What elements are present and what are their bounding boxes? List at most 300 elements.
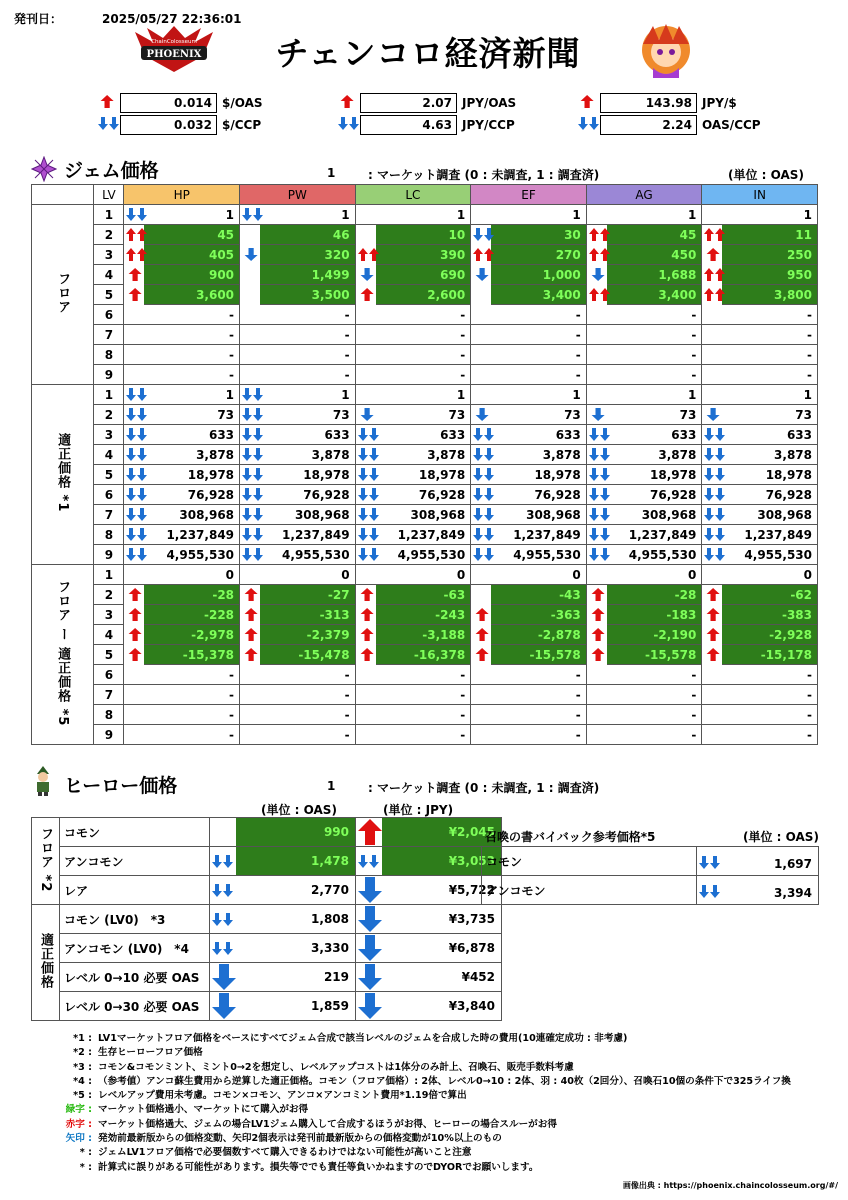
hero-section-title: ヒーロー価格: [64, 775, 178, 797]
gem-price-cell: 1: [124, 205, 240, 225]
gem-price-cell: 76,928: [702, 485, 818, 505]
gem-price-cell: 1: [124, 385, 240, 405]
table-row: [32, 605, 818, 625]
svg-text:ChainColosseum: ChainColosseum: [151, 39, 197, 45]
arrow-up-icon: [242, 647, 264, 662]
table-row: [32, 963, 502, 992]
double-arrow-down-icon: [98, 116, 122, 134]
gem-price-cell: -: [240, 665, 356, 685]
table-row: [32, 265, 818, 285]
double-arrow-up-icon: [704, 287, 726, 302]
gem-price-cell: 1: [702, 205, 818, 225]
table-row: [32, 485, 818, 505]
double-arrow-down-icon: [212, 854, 234, 872]
double-arrow-down-icon: [473, 507, 495, 522]
gem-price-cell: -: [240, 705, 356, 725]
gem-price-cell: -15,478: [240, 645, 356, 665]
gem-price-cell: 633: [471, 425, 587, 445]
double-arrow-down-icon: [589, 447, 611, 462]
gem-price-cell: -28: [124, 585, 240, 605]
level-cell: 7: [94, 325, 124, 345]
arrow-up-icon: [242, 607, 264, 622]
gem-price-cell: -: [471, 325, 587, 345]
footnote: *2 : 生存ヒーローフロア価格: [73, 1047, 203, 1059]
gem-price-cell: -16,378: [355, 645, 471, 665]
arrow-down-icon: [704, 407, 726, 422]
footnote: *3 : コモン&コモンミント、ミント0→2を想定し、レベルアップコストは1体分のみ計上、召喚石、販売手数料考慮: [73, 1061, 574, 1073]
gem-price-cell: -243: [355, 605, 471, 625]
level-cell: 9: [94, 725, 124, 745]
gem-price-cell: 30: [471, 225, 587, 245]
table-row: [32, 818, 502, 847]
level-cell: 4: [94, 445, 124, 465]
gem-price-cell: 1: [355, 385, 471, 405]
arrow-up-icon: [358, 627, 380, 642]
hero-name: レベル 0→10 必要 OAS: [60, 963, 210, 992]
table-row: [32, 305, 818, 325]
gem-price-cell: 76,928: [240, 485, 356, 505]
level-cell: 2: [94, 405, 124, 425]
gem-price-cell: -: [586, 305, 702, 325]
gem-price-cell: 73: [586, 405, 702, 425]
gem-price-cell: -: [471, 305, 587, 325]
gem-price-cell: 3,878: [240, 445, 356, 465]
hero-oas-price: 1,478: [210, 847, 356, 876]
gem-section-title: ジェム価格: [64, 160, 159, 182]
arrow-down-icon: [358, 877, 382, 906]
gem-price-cell: -: [124, 345, 240, 365]
gem-price-cell: -: [240, 305, 356, 325]
footnote: * : 計算式に誤りがある可能性があります。損失等ででも責任等負いかねますのでDYORでお願いします。: [79, 1161, 539, 1173]
level-cell: 2: [94, 225, 124, 245]
gem-price-cell: 76,928: [355, 485, 471, 505]
group-label: フロア *2: [32, 818, 60, 905]
lv-header: LV: [94, 185, 124, 205]
gem-price-cell: -15,578: [586, 645, 702, 665]
gem-price-cell: -: [124, 305, 240, 325]
arrow-up-icon: [704, 587, 726, 602]
gem-price-cell: -: [586, 685, 702, 705]
gem-price-cell: 73: [702, 405, 818, 425]
gem-price-cell: 73: [471, 405, 587, 425]
gem-price-cell: 1: [471, 205, 587, 225]
hero-jpy-price: ¥3,840: [356, 992, 502, 1021]
footnote: 緑字 : マーケット価格過小、マーケットにて購入がお得: [65, 1104, 309, 1116]
table-row: [32, 385, 818, 405]
buyback-price: 3,394: [697, 876, 819, 905]
double-arrow-down-icon: [242, 507, 264, 522]
double-arrow-down-icon: [358, 447, 380, 462]
double-arrow-down-icon: [699, 884, 721, 902]
gem-price-cell: -15,578: [471, 645, 587, 665]
gem-price-cell: -313: [240, 605, 356, 625]
gem-price-cell: -228: [124, 605, 240, 625]
gem-price-cell: -: [471, 705, 587, 725]
gem-price-cell: 308,968: [702, 505, 818, 525]
rate-unit: $/CCP: [222, 118, 262, 132]
gem-price-cell: -383: [702, 605, 818, 625]
arrow-up-icon: [473, 607, 495, 622]
gem-price-cell: 633: [355, 425, 471, 445]
arrow-up-icon: [578, 94, 602, 112]
double-arrow-down-icon: [473, 447, 495, 462]
arrow-up-icon: [126, 287, 148, 302]
double-arrow-down-icon: [358, 487, 380, 502]
gem-price-cell: 0: [586, 565, 702, 585]
table-row: [32, 934, 502, 963]
rate-value: 2.07: [360, 93, 457, 113]
footnote: * : ジェムLV1フロア価格で必要個数すべて購入できるわけではない可能性が高いこと注意: [79, 1147, 472, 1159]
table-row: [32, 325, 818, 345]
hero-figure-icon: [31, 766, 55, 796]
buyback-name: コモン: [482, 847, 697, 876]
double-arrow-down-icon: [704, 427, 726, 442]
arrow-down-icon: [473, 407, 495, 422]
group-label: フロア ー 適正価格 *5: [32, 565, 94, 745]
gem-price-cell: 73: [355, 405, 471, 425]
hero-oas-price: 2,770: [210, 876, 356, 905]
gem-price-cell: 0: [240, 565, 356, 585]
double-arrow-down-icon: [589, 427, 611, 442]
double-arrow-down-icon: [589, 507, 611, 522]
gem-price-cell: 4,955,530: [702, 545, 818, 565]
hero-oas-price: 3,330: [210, 934, 356, 963]
gem-price-cell: -: [471, 685, 587, 705]
gem-price-cell: 1,237,849: [471, 525, 587, 545]
gem-price-cell: 4,955,530: [471, 545, 587, 565]
double-arrow-down-icon: [704, 447, 726, 462]
table-row: [32, 365, 818, 385]
arrow-up-icon: [473, 627, 495, 642]
image-source: 画像出典 : https://phoenix.chaincolosseum.org/#/: [622, 1181, 838, 1190]
gem-price-cell: -27: [240, 585, 356, 605]
gem-price-cell: -: [586, 365, 702, 385]
gem-price-cell: -: [240, 725, 356, 745]
level-cell: 2: [94, 585, 124, 605]
double-arrow-down-icon: [212, 883, 234, 901]
table-row: [32, 545, 818, 565]
gem-price-cell: -2,928: [702, 625, 818, 645]
arrow-down-icon: [473, 267, 495, 282]
gem-price-cell: -: [702, 305, 818, 325]
gem-price-cell: 450: [586, 245, 702, 265]
arrow-up-icon: [126, 267, 148, 282]
gem-price-cell: -: [124, 705, 240, 725]
table-row: [32, 585, 818, 605]
arrow-up-icon: [358, 587, 380, 602]
double-arrow-down-icon: [704, 547, 726, 562]
gem-price-cell: 4,955,530: [355, 545, 471, 565]
double-arrow-down-icon: [578, 116, 602, 134]
gem-price-cell: -43: [471, 585, 587, 605]
double-arrow-up-icon: [358, 247, 380, 262]
arrow-down-icon: [589, 407, 611, 422]
gem-price-cell: 633: [124, 425, 240, 445]
gem-price-cell: -: [702, 665, 818, 685]
table-row: [32, 285, 818, 305]
gem-icon: [31, 156, 57, 182]
gem-price-cell: -: [586, 725, 702, 745]
gem-price-cell: 76,928: [124, 485, 240, 505]
double-arrow-down-icon: [704, 467, 726, 482]
gem-price-cell: 18,978: [471, 465, 587, 485]
rate-unit: JPY/$: [702, 96, 737, 110]
gem-price-cell: 3,800: [702, 285, 818, 305]
level-cell: 9: [94, 545, 124, 565]
double-arrow-down-icon: [242, 467, 264, 482]
gem-price-cell: -: [702, 345, 818, 365]
level-cell: 1: [94, 205, 124, 225]
arrow-up-icon: [338, 94, 362, 112]
level-cell: 7: [94, 505, 124, 525]
level-cell: 3: [94, 605, 124, 625]
table-row: [32, 525, 818, 545]
double-arrow-down-icon: [126, 407, 148, 422]
level-cell: 4: [94, 265, 124, 285]
hero-oas-price: 219: [210, 963, 356, 992]
level-cell: 5: [94, 645, 124, 665]
exchange-rate: [98, 93, 288, 113]
gem-price-cell: -: [471, 725, 587, 745]
gem-price-cell: 2,600: [355, 285, 471, 305]
gem-price-cell: -: [586, 345, 702, 365]
footnote: *1 : LV1マーケットフロア価格をベースにすべてジェム合成で該当レベルのジェムを合成した時の費用(10連確定成功 : 非考慮): [73, 1033, 628, 1044]
hero-avatar: [633, 22, 699, 82]
rate-value: 2.24: [600, 115, 697, 135]
double-arrow-down-icon: [338, 116, 362, 134]
double-arrow-down-icon: [473, 227, 495, 242]
arrow-up-icon: [126, 647, 148, 662]
footnote: 赤字 : マーケット価格過大、ジェムの場合LV1ジェム購入して合成するほうがお得、ヒーローの場合スルーがお得: [65, 1118, 557, 1130]
arrow-down-icon: [358, 407, 380, 422]
double-arrow-down-icon: [212, 941, 234, 959]
double-arrow-down-icon: [242, 207, 264, 222]
rate-unit: JPY/OAS: [462, 96, 517, 110]
hero-jpy-price: ¥5,722: [356, 876, 502, 905]
double-arrow-down-icon: [473, 547, 495, 562]
buyback-table: [481, 846, 819, 905]
double-arrow-up-icon: [126, 227, 148, 242]
arrow-down-icon: [212, 964, 236, 993]
double-arrow-down-icon: [358, 427, 380, 442]
hero-name: コモン: [60, 818, 210, 847]
gem-price-cell: 1,237,849: [586, 525, 702, 545]
hero-jpy-price: ¥2,045: [356, 818, 502, 847]
gem-price-cell: 4,955,530: [124, 545, 240, 565]
footnote: *5 : レベルアップ費用未考慮。コモン×コモン、アンコ×アンコミント費用*1.19倍で算出: [73, 1090, 467, 1102]
gem-price-cell: -: [355, 705, 471, 725]
gem-price-cell: -: [702, 725, 818, 745]
double-arrow-down-icon: [242, 447, 264, 462]
gem-price-cell: -15,178: [702, 645, 818, 665]
gem-price-cell: -: [240, 685, 356, 705]
gem-price-cell: 1: [702, 385, 818, 405]
double-arrow-down-icon: [704, 487, 726, 502]
gem-price-cell: 1,000: [471, 265, 587, 285]
gem-price-cell: -: [355, 685, 471, 705]
gem-price-cell: -: [355, 345, 471, 365]
double-arrow-down-icon: [126, 527, 148, 542]
table-row: [32, 992, 502, 1021]
gem-price-cell: 1: [471, 385, 587, 405]
double-arrow-down-icon: [126, 447, 148, 462]
double-arrow-down-icon: [473, 427, 495, 442]
gem-price-cell: 18,978: [702, 465, 818, 485]
gem-price-cell: 633: [702, 425, 818, 445]
double-arrow-down-icon: [473, 487, 495, 502]
double-arrow-down-icon: [242, 487, 264, 502]
gem-price-cell: 1,499: [240, 265, 356, 285]
exchange-rate: [338, 115, 528, 135]
level-cell: 5: [94, 285, 124, 305]
gem-price-cell: -183: [586, 605, 702, 625]
gem-price-cell: 0: [471, 565, 587, 585]
arrow-up-icon: [98, 94, 122, 112]
rate-unit: OAS/CCP: [702, 118, 761, 132]
column-header-hp: HP: [124, 185, 240, 205]
double-arrow-down-icon: [589, 487, 611, 502]
double-arrow-down-icon: [126, 387, 148, 402]
group-label: 適正価格: [32, 905, 60, 1021]
arrow-up-icon: [704, 607, 726, 622]
arrow-up-icon: [473, 647, 495, 662]
level-cell: 6: [94, 485, 124, 505]
hero-name: アンコモン: [60, 847, 210, 876]
gem-price-cell: 0: [355, 565, 471, 585]
gem-price-cell: -: [355, 305, 471, 325]
double-arrow-down-icon: [589, 467, 611, 482]
arrow-up-icon: [589, 587, 611, 602]
arrow-down-icon: [358, 964, 382, 993]
issue-date: 発刊日： 2025/05/27 22:36:01: [14, 12, 242, 26]
hero-jpy-price: ¥6,878: [356, 934, 502, 963]
double-arrow-down-icon: [704, 507, 726, 522]
table-row: [32, 725, 818, 745]
gem-price-cell: 76,928: [471, 485, 587, 505]
level-cell: 8: [94, 705, 124, 725]
double-arrow-up-icon: [589, 227, 611, 242]
table-row: [482, 847, 819, 876]
hero-jpy-price: ¥3,053: [356, 847, 502, 876]
double-arrow-down-icon: [242, 527, 264, 542]
gem-price-cell: 1: [240, 205, 356, 225]
hero-oas-price: 1,808: [210, 905, 356, 934]
gem-price-cell: 633: [240, 425, 356, 445]
table-row: [482, 876, 819, 905]
table-row: [32, 665, 818, 685]
level-cell: 7: [94, 685, 124, 705]
page-title: チェンコロ経済新聞: [275, 34, 581, 73]
double-arrow-down-icon: [242, 547, 264, 562]
gem-price-cell: -: [702, 705, 818, 725]
table-row: [32, 245, 818, 265]
hero-name: コモン (LV0) *3: [60, 905, 210, 934]
gem-price-cell: 308,968: [586, 505, 702, 525]
gem-price-cell: 4,955,530: [240, 545, 356, 565]
exchange-rate: [578, 93, 768, 113]
gem-price-cell: -: [240, 345, 356, 365]
table-row: [32, 505, 818, 525]
gem-price-cell: -: [355, 665, 471, 685]
level-cell: 9: [94, 365, 124, 385]
gem-price-cell: 18,978: [124, 465, 240, 485]
level-cell: 6: [94, 305, 124, 325]
gem-price-cell: 950: [702, 265, 818, 285]
gem-survey-label: : マーケット調査 (0 : 未調査, 1 : 調査済): [368, 168, 600, 182]
arrow-down-icon: [358, 906, 382, 935]
double-arrow-down-icon: [212, 912, 234, 930]
double-arrow-down-icon: [126, 427, 148, 442]
double-arrow-down-icon: [242, 387, 264, 402]
gem-price-cell: 18,978: [586, 465, 702, 485]
gem-price-cell: -: [471, 345, 587, 365]
gem-price-cell: 270: [471, 245, 587, 265]
gem-price-cell: -: [355, 725, 471, 745]
group-label: フロア: [32, 205, 94, 385]
level-cell: 1: [94, 385, 124, 405]
gem-price-cell: 73: [240, 405, 356, 425]
buyback-unit: (単位 : OAS): [743, 830, 819, 844]
gem-price-cell: 76,928: [586, 485, 702, 505]
table-row: [32, 345, 818, 365]
gem-price-cell: -3,188: [355, 625, 471, 645]
level-cell: 8: [94, 345, 124, 365]
gem-unit: (単位 : OAS): [728, 168, 804, 182]
hero-oas-price: 990: [210, 818, 356, 847]
gem-price-cell: 1,237,849: [124, 525, 240, 545]
double-arrow-down-icon: [589, 547, 611, 562]
double-arrow-up-icon: [589, 247, 611, 262]
hero-name: アンコモン (LV0) *4: [60, 934, 210, 963]
double-arrow-down-icon: [242, 407, 264, 422]
svg-text:PHOENIX: PHOENIX: [146, 49, 202, 60]
gem-price-cell: -: [124, 365, 240, 385]
gem-price-cell: 633: [586, 425, 702, 445]
exchange-rate: [98, 115, 288, 135]
gem-price-cell: -2,379: [240, 625, 356, 645]
gem-price-cell: -: [702, 365, 818, 385]
table-row: [32, 465, 818, 485]
gem-price-cell: -2,190: [586, 625, 702, 645]
gem-price-cell: -: [586, 325, 702, 345]
gem-price-cell: 1,237,849: [702, 525, 818, 545]
table-row: [32, 705, 818, 725]
double-arrow-up-icon: [589, 287, 611, 302]
double-arrow-up-icon: [704, 267, 726, 282]
table-row: [32, 405, 818, 425]
double-arrow-down-icon: [242, 427, 264, 442]
buyback-title: 召喚の書バイバック参考価格*5: [485, 830, 656, 844]
gem-price-cell: -: [471, 365, 587, 385]
footnotes: [52, 1032, 791, 1175]
table-row: [32, 205, 818, 225]
rate-unit: JPY/CCP: [462, 118, 515, 132]
double-arrow-down-icon: [126, 547, 148, 562]
gem-price-cell: 690: [355, 265, 471, 285]
double-arrow-down-icon: [589, 527, 611, 542]
double-arrow-up-icon: [704, 227, 726, 242]
level-cell: 5: [94, 465, 124, 485]
gem-price-cell: 0: [702, 565, 818, 585]
gem-price-cell: 3,878: [702, 445, 818, 465]
gem-price-cell: -: [240, 325, 356, 345]
arrow-up-icon: [589, 627, 611, 642]
table-row: [32, 905, 502, 934]
arrow-up-icon: [358, 607, 380, 622]
gem-price-cell: 3,500: [240, 285, 356, 305]
hero-survey-value: 1: [327, 779, 336, 793]
gem-price-cell: -: [702, 685, 818, 705]
